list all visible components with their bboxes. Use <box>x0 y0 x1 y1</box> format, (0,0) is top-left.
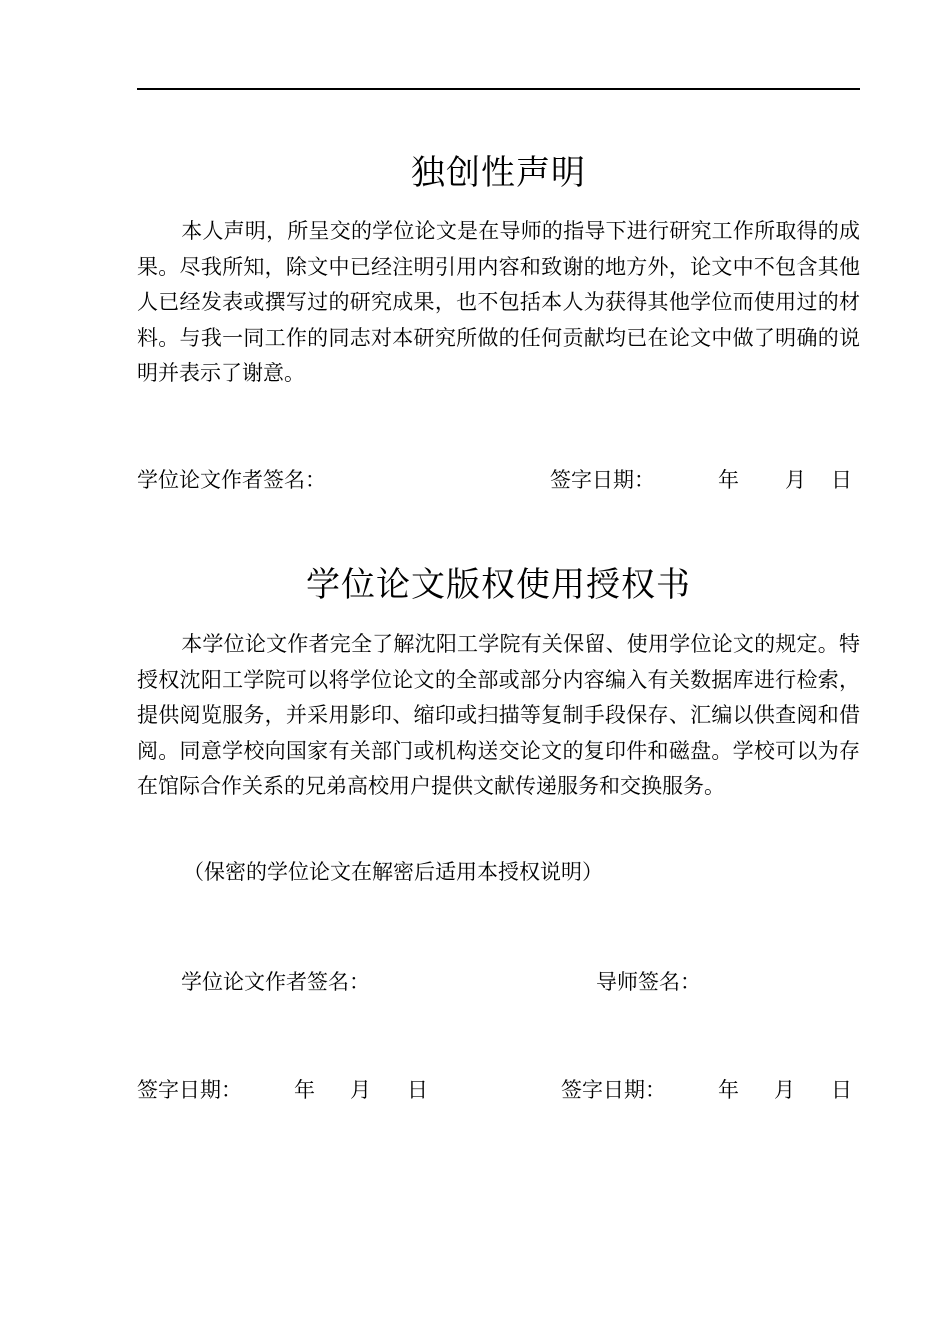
authorization-title: 学位论文版权使用授权书 <box>306 565 691 605</box>
authorization-body-text: 本学位论文作者完全了解沈阳工学院有关保留、使用学位论文的规定。特授权沈阳工学院可以将学位论文的全部或部分内容编入有关数据库进行检索，提供阅览服务，并采用影印、缩印或扫描等复制手段保存、汇编以供查阅和借阅。同意学校向国家有关部门或机构送交论文的复印件和磁盘。学校可以为存在馆际合作关系的兄弟高校用户提供文献传递服务和交换服务。 <box>137 632 860 798</box>
authorization-left-year-label: 年 <box>294 1078 315 1102</box>
header-rule <box>137 88 860 90</box>
declaration-author-signature-label: 学位论文作者签名： <box>137 468 326 492</box>
declaration-body <box>137 214 860 392</box>
declaration-year-label: 年 <box>718 468 739 492</box>
authorization-right-date-label: 签字日期： <box>561 1078 666 1102</box>
declaration-body-text: 本人声明，所呈交的学位论文是在导师的指导下进行研究工作所取得的成果。尽我所知，除文中已经注明引用内容和致谢的地方外，论文中不包含其他人已经发表或撰写过的研究成果，也不包括本人为获得其他学位而使用过的材料。与我一同工作的同志对本研究所做的任何贡献均已在论文中做了明确的说明并表示了谢意。 <box>137 219 860 385</box>
authorization-right-day-label: 日 <box>831 1078 852 1102</box>
authorization-note: （保密的学位论文在解密后适用本授权说明） <box>183 860 603 884</box>
authorization-right-month-label: 月 <box>774 1078 795 1102</box>
authorization-left-day-label: 日 <box>407 1078 428 1102</box>
authorization-right-year-label: 年 <box>718 1078 739 1102</box>
declaration-sign-date-label: 签字日期： <box>550 468 655 492</box>
declaration-title: 独创性声明 <box>411 153 586 193</box>
authorization-author-signature-label: 学位论文作者签名： <box>181 970 370 994</box>
authorization-advisor-signature-label: 导师签名： <box>596 970 701 994</box>
declaration-month-label: 月 <box>785 468 806 492</box>
authorization-body <box>137 627 860 805</box>
authorization-left-date-label: 签字日期： <box>137 1078 242 1102</box>
authorization-left-month-label: 月 <box>350 1078 371 1102</box>
declaration-day-label: 日 <box>831 468 852 492</box>
